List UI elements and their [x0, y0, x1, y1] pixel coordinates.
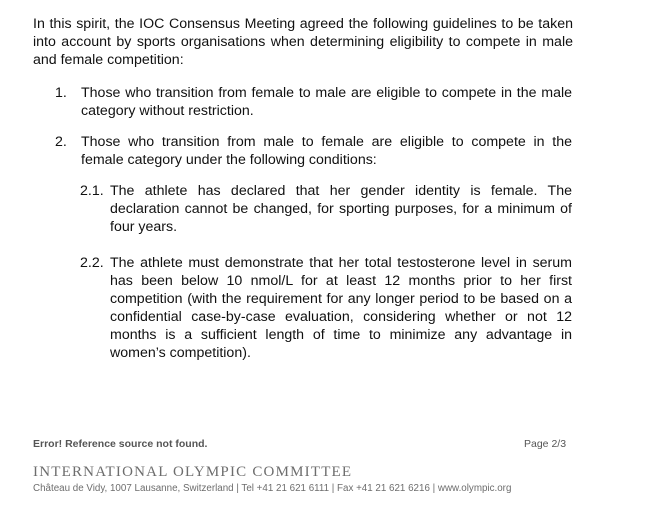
list-item [55, 133, 572, 169]
sub-list-item [80, 182, 572, 236]
list-item-text: Those who transition from female to male are eligible to compete in the male category without restriction. [81, 85, 572, 119]
list-item-number: 1. [55, 85, 67, 101]
organization-name: INTERNATIONAL OLYMPIC COMMITTEE [33, 464, 353, 480]
sub-list-item-text: The athlete has declared that her gender identity is female. The declaration cannot be changed, for sporting purposes, for a minimum of four years. [110, 183, 572, 235]
footer-error-text: Error! Reference source not found. [33, 438, 208, 450]
sub-list-item [80, 254, 572, 362]
sub-list-item-text: The athlete must demonstrate that her total testosterone level in serum has been below 10 nmol/L for at least 12 months prior to her first competition (with the requirement for any longer period to be based on a confidential case-by-case evaluation, considering whether or not 12 months is a sufficient length of time to minimize any advantage in women’s competition). [110, 255, 572, 361]
page-number: Page 2/3 [524, 438, 567, 450]
intro-paragraph: In this spirit, the IOC Consensus Meeting agreed the following guidelines to be taken into account by sports organisations when determining eligibility to compete in male and female competition: [33, 16, 573, 68]
list-item-text: Those who transition from male to female are eligible to compete in the female category under the following conditions: [81, 134, 572, 168]
list-item [55, 84, 572, 120]
sub-list-item-number: 2.1. [80, 183, 104, 199]
sub-list-item-number: 2.2. [80, 255, 104, 271]
organization-address: Château de Vidy, 1007 Lausanne, Switzerland | Tel +41 21 621 6111 | Fax +41 21 621 6216 | www.olympic.org [33, 483, 512, 494]
list-item-number: 2. [55, 134, 67, 150]
